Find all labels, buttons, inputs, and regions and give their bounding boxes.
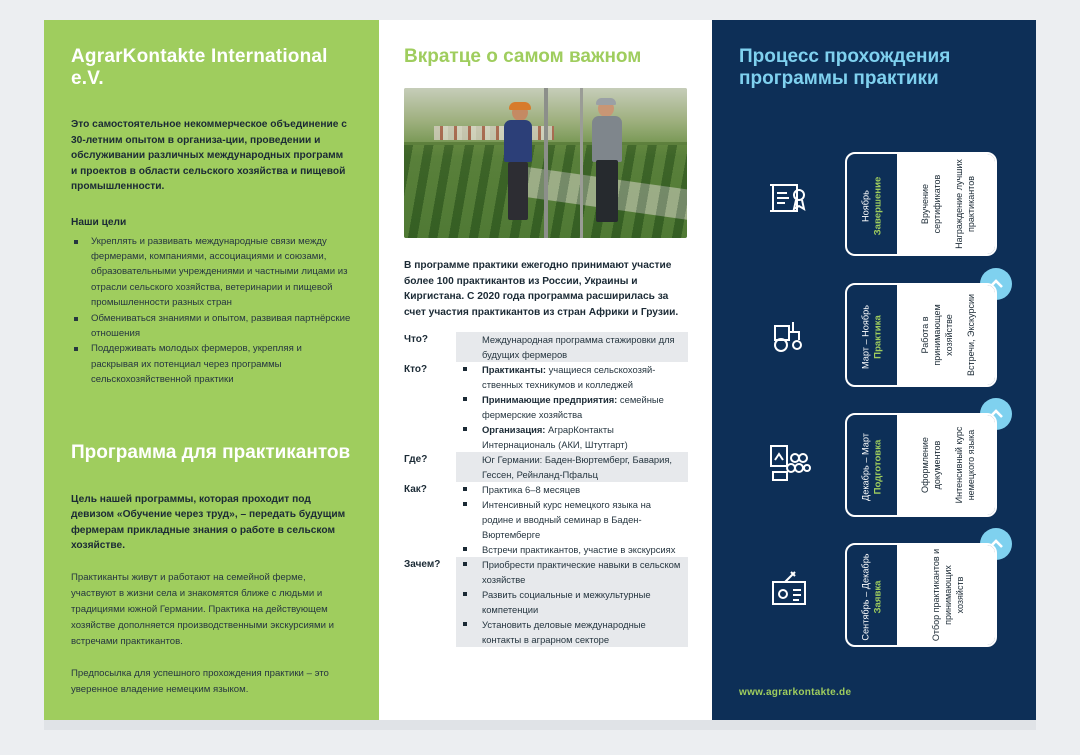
website-link[interactable]: www.agrarkontakte.de (739, 687, 852, 698)
list-item: Приобрести практические навыки в сельском хозяйстве (482, 557, 684, 587)
step-preparation: Декабрь – Март Подготовка Оформление документов Интенсивный курс немецкого языка (845, 413, 997, 517)
goal-item: Поддерживать молодых фермеров, укрепляя и раскрывая их потенциал через программы сельскохозяйственной практики (71, 341, 351, 387)
goals-title: Наши цели (71, 216, 127, 228)
fact-row-where: Где? Юг Германии: Баден-Вюртемберг, Бавария, Гессен, Рейнланд-Пфальц (404, 452, 688, 482)
goals-list (71, 234, 351, 388)
facts-table (404, 332, 688, 647)
fact-row-why: Зачем? Приобрести практические навыки в сельском хозяйстве Развить социальные и межкультурные компетенции Установить деловые международные контакты в аграрном секторе (404, 557, 688, 647)
panel-process (712, 20, 1036, 720)
list-item: Установить деловые международные контакты в аграрном секторе (482, 617, 684, 647)
org-intro: Это самостоятельное некоммерческое объединение с 30-летним опытом в организа-ции, проведении и обслуживании различных международных программ и проектов в области сельского хозяйства и пищевой промышленности. (71, 119, 347, 192)
program-description: Практиканты живут и работают на семейной ферме, участвуют в жизни села и знакомятся ближе с людьми и традициями южной Германии. Практика на действующем хозяйстве дополняется производственными экскурсиями и встречами практикантов. (71, 571, 334, 647)
list-item: Практиканты: учащиеся сельскохозяй-ственных техникумов и колледжей (482, 362, 684, 392)
step-application: Сентябрь – Декабрь Заявка Отбор практикантов и принимающих хозяйств (845, 543, 997, 647)
list-item: Встречи практикантов, участие в экскурсиях (482, 542, 684, 557)
list-item: Интенсивный курс немецкого языка на родине и вводный семинар в Баден-Вюртемберге (482, 497, 684, 542)
goal-item: Укреплять и развивать международные связи между фермерами, компаниями, ассоциациями и союзами, образовательными учреждениями и частными лицами из отрасли сельского хозяйства, ветеринарии и пищевой промышленности разных стран (71, 234, 351, 311)
step-completion: Ноябрь Завершение Вручение сертификатов Награждение лучших практикантов (845, 152, 997, 256)
vineyard-photo (404, 88, 687, 238)
tractor-icon (767, 312, 811, 356)
list-item: Организация: АграрКонтакты Интернациональ (АКИ, Штутгарт) (482, 422, 684, 452)
documents-icon (767, 440, 811, 484)
certificate-icon (767, 175, 811, 219)
org-title: AgrarKontakte International e.V. (71, 46, 328, 89)
brochure-sheet (44, 20, 1036, 720)
list-item: Практика 6–8 месяцев (482, 482, 684, 497)
summary-lead: В программе практики ежегодно принимают участие более 100 практикантов из России, Украины и Киргистана. С 2020 года программа расширилась за счет участия практикантов из стран Африки и Грузии. (404, 260, 679, 318)
application-form-icon (767, 568, 811, 612)
page-shadow (44, 720, 1036, 730)
panel-summary (379, 20, 712, 720)
fact-row-who: Кто? Практиканты: учащиеся сельскохозяй-ственных техникумов и колледжей Принимающие предприятия: семейные фермерские хозяйства Организация: АграрКонтакты Интернациональ (АКИ, Штутгарт) (404, 362, 688, 452)
panel-about (44, 20, 379, 720)
goal-item: Обмениваться знаниями и опытом, развивая партнёрские отношения (71, 311, 351, 342)
list-item: Принимающие предприятия: семейные фермерские хозяйства (482, 392, 684, 422)
program-requirement: Предпосылка для успешного прохождения практики – это уверенное владение немецким языком. (71, 667, 329, 695)
program-title: Программа для практикантов (71, 441, 351, 463)
fact-row-how: Как? Практика 6–8 месяцев Интенсивный курс немецкого языка на родине и вводный семинар в Баден-Вюртемберге Встречи практикантов, участие в экскурсиях (404, 482, 688, 557)
fact-row-what: Что? Международная программа стажировки для будущих фермеров (404, 332, 688, 362)
summary-title: Вкратце о самом важном (404, 46, 642, 67)
process-title: Процесс прохождения программы практики (739, 46, 951, 89)
list-item: Развить социальные и межкультурные компетенции (482, 587, 684, 617)
program-motto: Цель нашей программы, которая проходит под девизом «Обучение через труд», – передать будущим фермерам прикладные знания о работе в сельском хозяйстве. (71, 493, 346, 552)
step-practice: Март – Ноябрь Практика Работа в принимающем хозяйстве Встречи, Экскурсии (845, 283, 997, 387)
